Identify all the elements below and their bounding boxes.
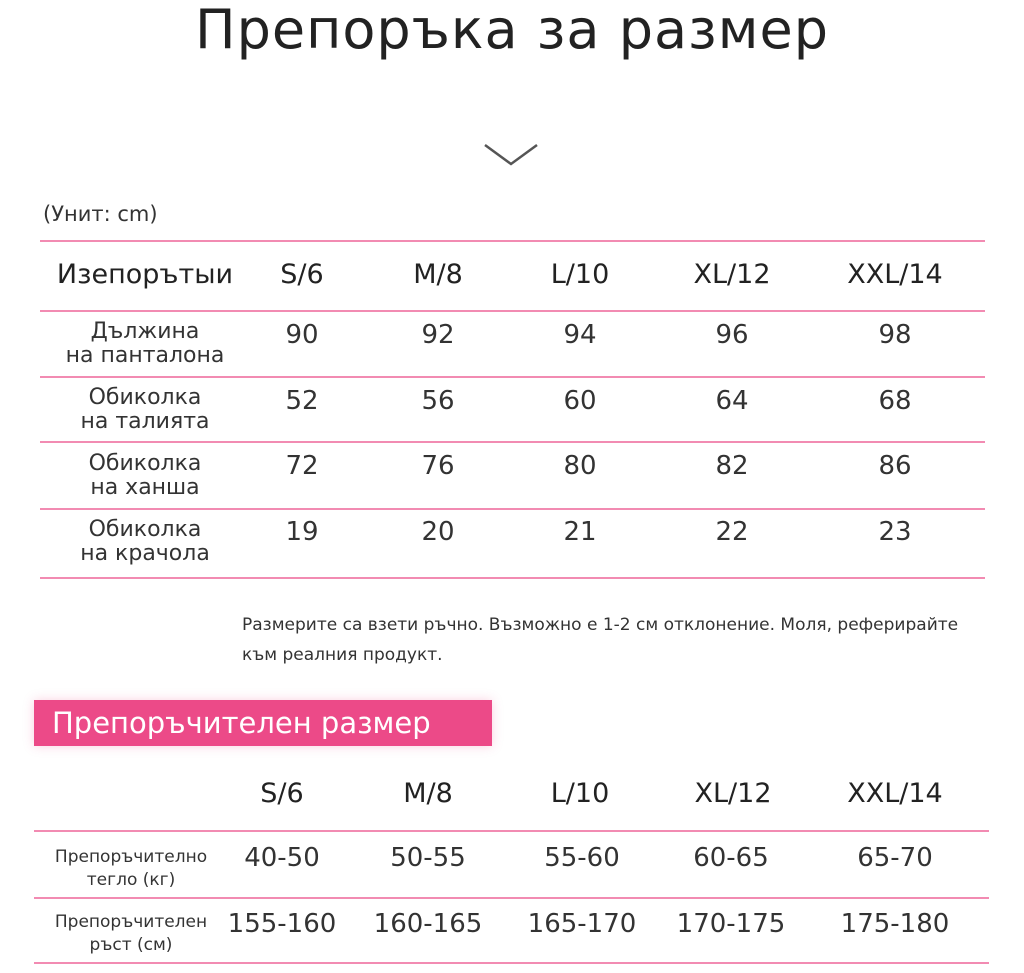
row-label-line: Обиколка — [88, 385, 202, 410]
table-cell: 60-65 — [693, 843, 769, 873]
row-label-line: на крачола — [80, 541, 210, 566]
column-header-size: M/8 — [413, 259, 463, 290]
table-cell: 90 — [285, 320, 319, 350]
table-divider — [40, 240, 985, 242]
table-cell: 23 — [878, 517, 912, 547]
table-cell: 98 — [878, 320, 912, 350]
column-header-size: L/10 — [550, 778, 610, 809]
table-cell: 65-70 — [857, 843, 933, 873]
row-label-line: Обиколка — [88, 517, 202, 542]
table-divider — [40, 310, 985, 312]
table-divider — [34, 962, 989, 964]
table-cell: 22 — [715, 517, 749, 547]
column-header-size: M/8 — [403, 778, 453, 809]
table-cell: 68 — [878, 386, 912, 416]
table-cell: 56 — [421, 386, 455, 416]
table-cell: 165-170 — [527, 909, 637, 939]
column-header-size: L/10 — [550, 259, 610, 290]
column-header-size: XXL/14 — [847, 259, 943, 290]
table-divider — [34, 897, 989, 899]
table-cell: 60 — [563, 386, 597, 416]
column-header-measurement: Изепорътыи — [56, 259, 234, 290]
table-cell: 175-180 — [840, 909, 950, 939]
column-header-size: XL/12 — [693, 259, 771, 290]
table-cell: 52 — [285, 386, 319, 416]
row-label-line: Обиколка — [88, 451, 202, 476]
row-label — [40, 320, 250, 368]
table-cell: 20 — [421, 517, 455, 547]
table-cell: 86 — [878, 451, 912, 481]
chevron-down-icon — [483, 142, 539, 168]
row-label — [36, 846, 226, 892]
row-label — [40, 518, 250, 566]
row-label-line: Препоръчителен — [54, 912, 208, 932]
table-divider — [40, 508, 985, 510]
note-line: Размерите са взети ръчно. Възможно е 1-2 см отклонение. Моля, реферирайте — [242, 615, 959, 635]
column-header-size: S/6 — [260, 778, 304, 809]
table-cell: 72 — [285, 451, 319, 481]
page-title: Препоръка за размер — [194, 0, 830, 61]
unit-label: (Унит: cm) — [43, 202, 158, 226]
table-cell: 160-165 — [373, 909, 483, 939]
table-cell: 40-50 — [244, 843, 320, 873]
column-header-size: XL/12 — [694, 778, 772, 809]
row-label-line: тегло (кг) — [86, 870, 176, 890]
row-label-line: Дължина — [90, 319, 200, 344]
table-cell: 64 — [715, 386, 749, 416]
row-label-line: Препоръчително — [54, 847, 208, 867]
table-cell: 82 — [715, 451, 749, 481]
table-divider — [40, 441, 985, 443]
table-cell: 94 — [563, 320, 597, 350]
table-cell: 170-175 — [676, 909, 786, 939]
table-cell: 19 — [285, 517, 319, 547]
note-line: към реалния продукт. — [242, 645, 443, 665]
table-cell: 96 — [715, 320, 749, 350]
measurement-note — [242, 610, 1002, 670]
table-cell: 21 — [563, 517, 597, 547]
table-divider — [40, 577, 985, 579]
row-label — [40, 386, 250, 434]
table-cell: 50-55 — [390, 843, 466, 873]
table-cell: 80 — [563, 451, 597, 481]
table-cell: 92 — [421, 320, 455, 350]
table-cell: 76 — [421, 451, 455, 481]
table-divider — [40, 376, 985, 378]
column-header-size: S/6 — [280, 259, 324, 290]
table-divider — [34, 830, 989, 832]
row-label-line: на ханша — [90, 475, 200, 500]
row-label-line: на панталона — [65, 343, 225, 368]
table-cell: 55-60 — [544, 843, 620, 873]
row-label — [36, 911, 226, 957]
row-label-line: на талията — [80, 409, 210, 434]
recommended-size-title: Препоръчителен размер — [34, 700, 492, 746]
table-cell: 155-160 — [227, 909, 337, 939]
row-label-line: ръст (см) — [89, 935, 173, 955]
column-header-size: XXL/14 — [847, 778, 943, 809]
row-label — [40, 452, 250, 500]
